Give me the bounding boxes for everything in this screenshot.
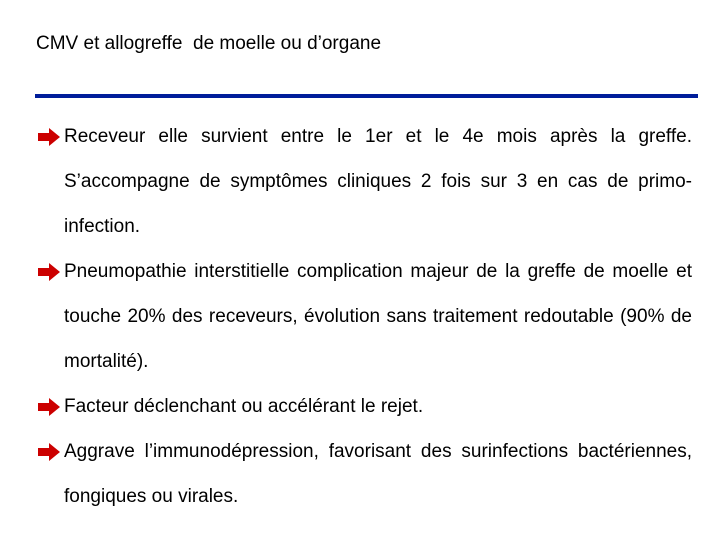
slide-title: CMV et allogreffe de moelle ou d’organe [36, 33, 382, 54]
title-divider [35, 94, 698, 98]
bullet-text: Pneumopathie interstitielle complication majeur de la greffe de moelle et touche 20% des receveurs, évolution sans traitement redoutable (90% de mortalité). [64, 261, 692, 372]
right-arrow-icon [36, 397, 62, 417]
right-arrow-icon [36, 442, 62, 462]
right-arrow-icon [36, 127, 62, 147]
bullet-item [36, 249, 692, 384]
bullet-text: Aggrave l’immunodépression, favorisant des surinfections bactériennes, fongiques ou virales. [64, 441, 692, 507]
bullet-item [36, 384, 692, 429]
bullet-text: Facteur déclenchant ou accélérant le rejet. [64, 396, 424, 417]
bullet-item [36, 429, 692, 519]
bullet-item [36, 114, 692, 249]
bullet-text: Receveur elle survient entre le 1er et le 4e mois après la greffe. S’accompagne de symptômes cliniques 2 fois sur 3 en cas de primo-infection. [64, 126, 692, 237]
right-arrow-icon [36, 262, 62, 282]
bullet-list [36, 114, 692, 519]
